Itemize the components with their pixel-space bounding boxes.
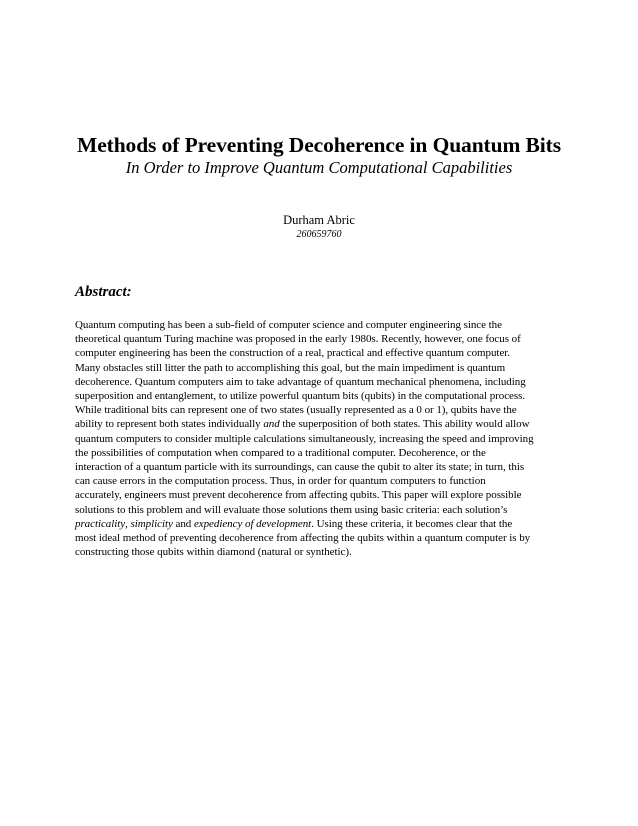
abstract-line: can cause errors in the computation process. Thus, in order for quantum computers to function [75,475,486,488]
abstract-line [75,417,575,431]
abstract-line: solutions to this problem and will evaluate those solutions them using basic criteria: each solution’s [75,503,508,516]
emphasis-text: and [263,418,280,431]
abstract-line: decoherence. Quantum computers aim to take advantage of quantum mechanical phenomena, including [75,375,526,388]
abstract-line: While traditional bits can represent one of two states (usually represented as a 0 or 1), qubits have the [75,404,517,417]
abstract-line: the possibilities of computation when compared to a traditional computer. Decoherence, or the [75,446,486,459]
abstract-heading: Abstract: [75,284,132,300]
emphasis-text: practicality [75,517,126,530]
paper-title: Methods of Preventing Decoherence in Quantum Bits [77,133,561,157]
paper-subtitle: In Order to Improve Quantum Computational Capabilities [125,158,513,177]
abstract-body [75,318,575,559]
abstract-line [75,517,575,531]
emphasis-text: simplicity [130,517,173,530]
abstract-line: constructing those qubits within diamond (natural or synthetic). [75,546,352,559]
abstract-line: superposition and entanglement, to utilize powerful quantum bits (qubits) in the computational process. [75,390,526,403]
line-text: ability to represent both states individually [75,418,264,431]
abstract-line: Quantum computing has been a sub-field of computer science and computer engineering since the [75,319,502,331]
line-text: . Using these criteria, it becomes clear that the [311,517,513,530]
student-id: 260659760 [296,229,342,240]
abstract-line: most ideal method of preventing decoherence from affecting the qubits within a quantum computer is by [75,532,531,545]
abstract-line: accurately, engineers must prevent decoherence from affecting qubits. This paper will explore possible [75,489,522,502]
abstract-line: quantum computers to consider multiple calculations simultaneously, increasing the speed and improving [75,432,534,445]
abstract-line: computer engineering has been the construction of a real, practical and effective quantum computer. [75,347,510,360]
line-text: the superposition of both states. This ability would allow [279,418,530,431]
emphasis-text: expediency of development [193,517,312,530]
author-name: Durham Abric [283,213,355,227]
line-text: and [172,517,194,530]
line-text: , [125,517,131,530]
abstract-line: Many obstacles still litter the path to accomplishing this goal, but the main impediment is quantum [75,361,506,374]
abstract-line: interaction of a quantum particle with its surroundings, can cause the qubit to alter its state; in turn, this [75,461,525,474]
abstract-line: theoretical quantum Turing machine was proposed in the early 1980s. Recently, however, one focus of [75,333,521,346]
